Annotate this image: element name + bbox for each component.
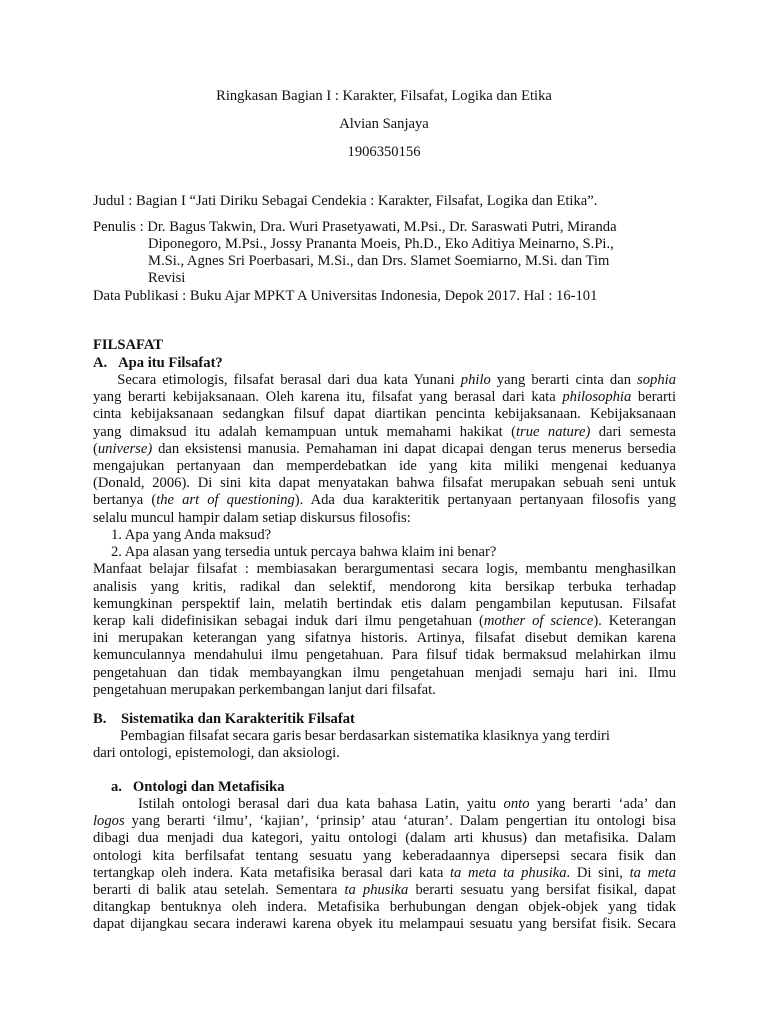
paragraph-line: ontologi kita berfilsafat tentang sesuatu yang keberadaannya dipersepsi secara fisik dan [93,848,676,864]
paragraph-line: mengajukan pertanyaan dan memperdebatkan ide yang kita miliki mengenai keduanya [93,458,676,474]
paragraph-line: pengetahuan dan tidak membayangkan ilmu pengetahuan menjadi semaju hari ini. Ilmu [93,665,676,681]
paragraph-line: berarti di balik atau setelah. Sementara ta phusika berarti sesuatu yang bersifat fisikal, dapat [93,882,676,898]
section-title: FILSAFAT [93,337,164,353]
paragraph-line: ini merupakan keterangan yang sifatnya historis. Artinya, filsafat disebut demikan karena [93,630,676,646]
paragraph-line: Pembagian filsafat secara garis besar berdasarkan sistematika klasiknya yang terdiri [120,728,610,744]
author-name: Alvian Sanjaya [339,116,429,132]
document-title: Ringkasan Bagian I : Karakter, Filsafat, Logika dan Etika [216,88,552,104]
paragraph-line: selalu muncul hampir dalam setiap diskursus filosofis: [93,510,411,526]
paragraph-line: ditangkap bentuknya oleh indera. Metafisika berhubungan dengan objek-objek yang tidak [93,899,676,915]
paragraph-line: (universe) dan eksistensi manusia. Pemahaman ini dapat dicapai dengan terus menerus bersedia [93,441,676,457]
paragraph-line: analisis yang kritis, radikal dan selektif, mendorong kita bersikap terbuka terhadap [93,579,676,595]
paragraph-line: cinta kebijaksanaan sedangkan filsuf dapat diartikan pencinta kebijaksanaan. Kebijaksanaan [93,406,676,422]
paragraph-line: bertanya (the art of questioning). Ada dua karakteritik pertanyaan pertanyaan filosofis yang [93,492,676,508]
subsection-ba-heading: a. Ontologi dan Metafisika [111,779,285,795]
paragraph-line: yang berarti kebijaksanaan. Oleh karena itu, filsafat yang berasal dari kata philosophia berarti [93,389,677,405]
question-item: 2. Apa alasan yang tersedia untuk percaya bahwa klaim ini benar? [111,544,497,560]
paragraph-line: Secara etimologis, filsafat berasal dari dua kata Yunani philo yang berarti cinta dan sophia [93,372,676,388]
subsection-b-heading: B. Sistematika dan Karakteritik Filsafat [93,711,355,727]
paragraph-line: Manfaat belajar filsafat : membiasakan berargumentasi secara logis, membantu menghasilkan [93,561,676,577]
question-item: 1. Apa yang Anda maksud? [111,527,272,543]
penulis-line-3: M.Si., Agnes Sri Poerbasari, M.Si., dan Drs. Slamet Soemiarno, M.Si. dan Tim [148,253,610,269]
publikasi-line: Data Publikasi : Buku Ajar MPKT A Universitas Indonesia, Depok 2017. Hal : 16-101 [93,288,598,304]
paragraph-line: (Donald, 2006). Di sini kita dapat menyatakan bahwa filsafat merupakan sebuah seni untuk [93,475,676,491]
judul-line: Judul : Bagian I “Jati Diriku Sebagai Cendekia : Karakter, Filsafat, Logika dan Etika”. [93,193,598,209]
paragraph-line: Istilah ontologi berasal dari dua kata bahasa Latin, yaitu onto yang berarti ‘ada’ dan [138,796,676,812]
paragraph-line: pengetahuan merupakan perkembangan lanjut dari filsafat. [93,682,436,698]
subsection-a-heading: A. Apa itu Filsafat? [93,355,223,371]
paragraph-line: dapat dijangkau secara inderawi karena obyek itu melampaui sesuatu yang bersifat fisik. Secara [93,916,676,932]
penulis-line-4: Revisi [148,270,186,286]
paragraph-line: yang dimaksud itu adalah kemampuan untuk memahami hakikat (true nature) dari semesta [93,424,677,440]
penulis-line-1: Penulis : Dr. Bagus Takwin, Dra. Wuri Prasetyawati, M.Psi., Dr. Saraswati Putri, Miranda [93,219,617,235]
paragraph-line: dibagi dua menjadi dua kategori, yaitu ontologi (dalam arti khusus) dan metafisika. Dalam [93,830,676,846]
paragraph-line: tertangkap oleh indera. Kata metafisika berasal dari kata ta meta ta phusika. Di sini, ta meta [93,865,677,881]
paragraph-line: logos yang berarti ‘ilmu’, ‘kajian’, ‘prinsip’ atau ‘aturan’. Dalam pengertian itu ontologi bisa [93,813,676,829]
student-id: 1906350156 [347,144,421,160]
paragraph-line: dari ontologi, epistemologi, dan aksiologi. [93,745,340,761]
paragraph-line: kemunculannya mendahului ilmu pengetahuan. Para filsuf tidak bermaksud melahirkan ilmu [93,647,676,663]
penulis-line-2: Diponegoro, M.Psi., Jossy Prananta Moeis, Ph.D., Eko Aditiya Meinarno, S.Pi., [148,236,614,252]
paragraph-line: kemungkinan perspektif lain, melatih bertindak etis dalam pengambilan keputusan. Filsafat [93,596,676,612]
paragraph-line: kerap kali didefinisikan sebagai induk dari ilmu pengetahuan (mother of science). Keterangan [93,613,676,629]
